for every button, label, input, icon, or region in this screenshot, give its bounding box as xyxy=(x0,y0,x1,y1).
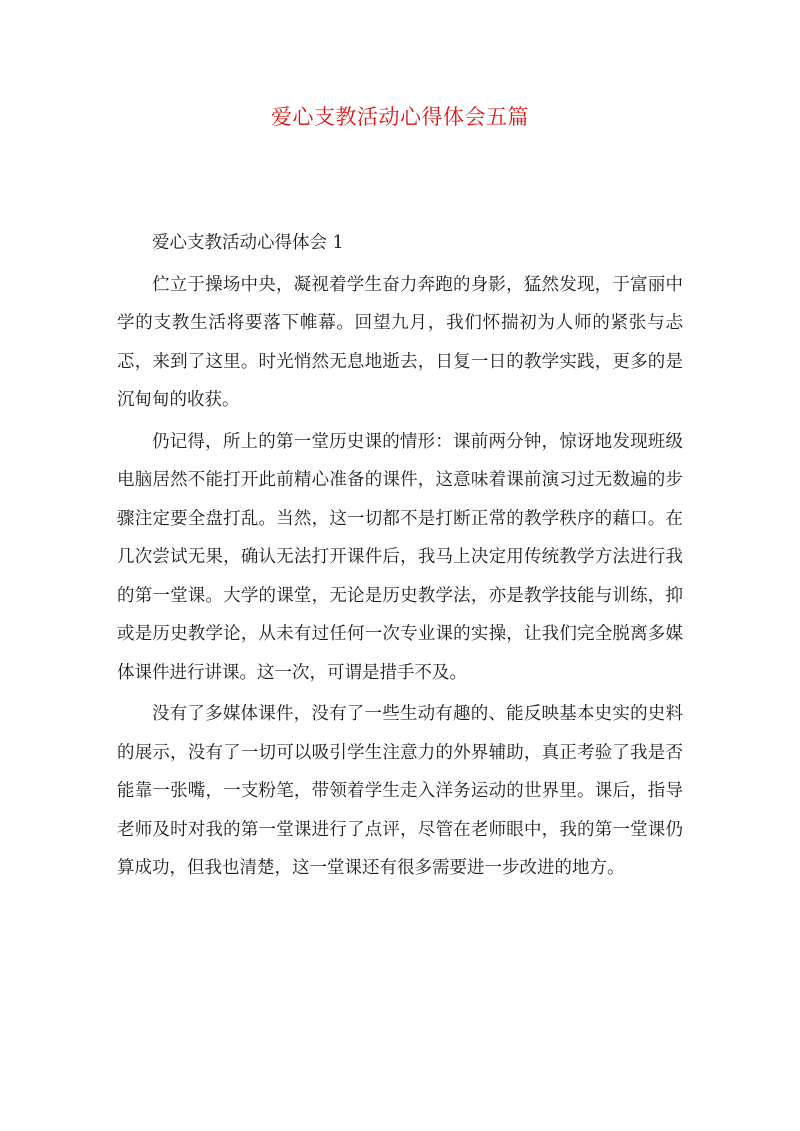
paragraph-2: 仍记得，所上的第一堂历史课的情形：课前两分钟，惊讶地发现班级电脑居然不能打开此前精心准备的课件，这意味着课前演习过无数遍的步骤注定要全盘打乱。当然，这一切都不是打断正常的教学秩序的藉口。在几次尝试无果，确认无法打开课件后，我马上决定用传统教学方法进行我的第一堂课。大学的课堂，无论是历史教学法，亦是教学技能与训练，抑或是历史教学论，从未有过任何一次专业课的实操，让我们完全脱离多媒体课件进行讲课。这一次，可谓是措手不及。 xyxy=(117,431,683,683)
paragraph-3: 没有了多媒体课件，没有了一些生动有趣的、能反映基本史实的史料的展示，没有了一切可以吸引学生注意力的外界辅助，真正考验了我是否能靠一张嘴，一支粉笔，带领着学生走入洋务运动的世界里。课后，指导老师及时对我的第一堂课进行了点评，尽管在老师眼中，我的第一堂课仍算成功，但我也清楚，这一堂课还有很多需要进一步改进的地方。 xyxy=(117,704,683,878)
document-body xyxy=(117,224,683,891)
document-title: 爱心支教活动心得体会五篇 xyxy=(271,105,529,129)
section-subtitle: 爱心支教活动心得体会 1 xyxy=(152,233,344,253)
paragraph-1: 伫立于操场中央，凝视着学生奋力奔跑的身影，猛然发现，于富丽中学的支教生活将要落下帷幕。回望九月，我们怀揣初为人师的紧张与忐忑，来到了这里。时光悄然无息地逝去，日复一日的教学实践，更多的是沉甸甸的收获。 xyxy=(117,274,683,410)
